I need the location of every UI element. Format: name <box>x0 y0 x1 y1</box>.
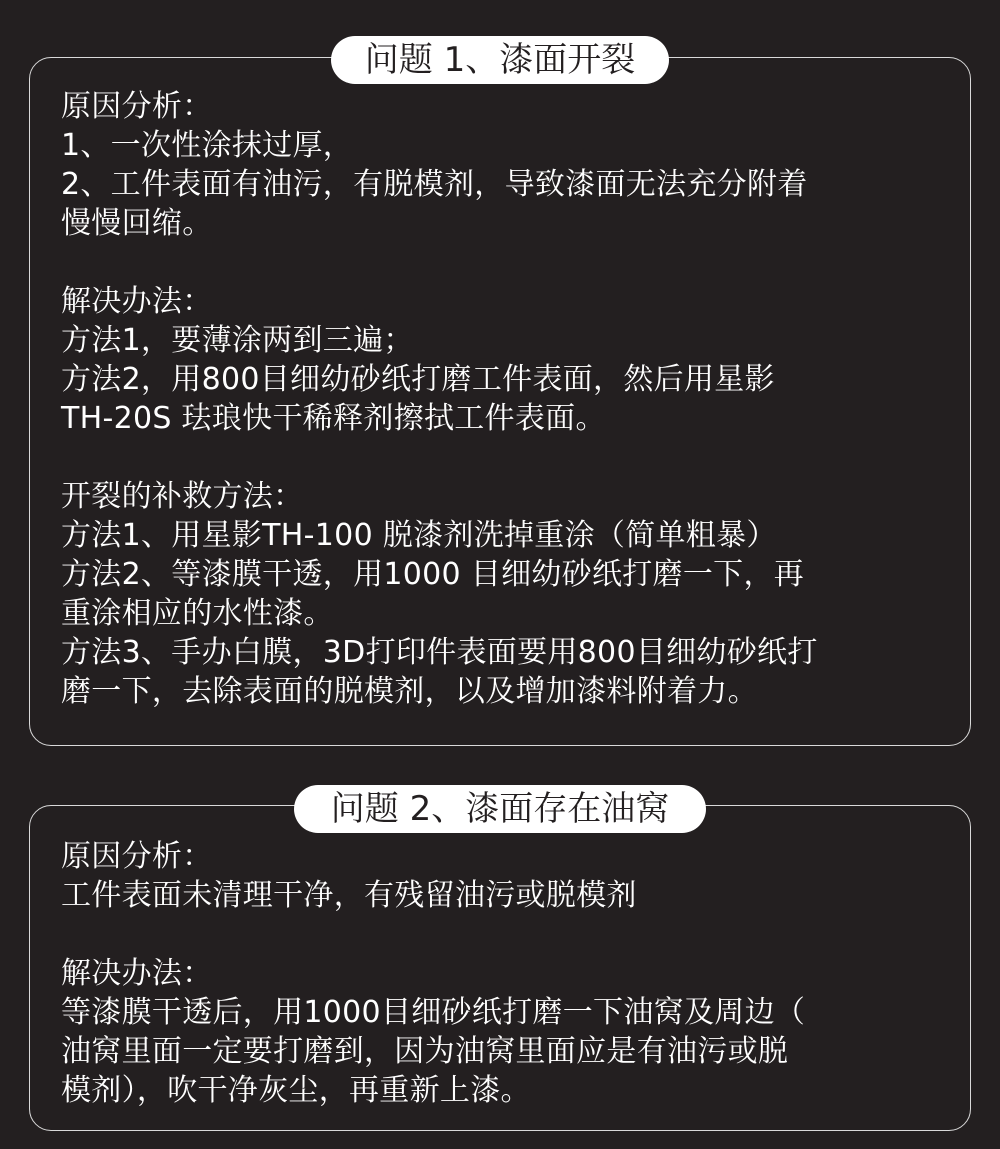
solution-method-1: 方法1，要薄涂两到三遍； <box>61 323 414 358</box>
cause-heading: 原因分析： <box>61 89 213 124</box>
spacer <box>61 438 966 477</box>
remedy-method-3-cont: 磨一下，去除表面的脱模剂，以及增加漆料附着力。 <box>61 674 758 709</box>
remedy-method-1: 方法1、用星影TH-100 脱漆剂洗掉重涂（简单粗暴） <box>61 518 777 553</box>
section-2-title: 问题 2、漆面存在油窝 <box>294 785 706 833</box>
cause-heading: 原因分析： <box>61 839 213 874</box>
solution-line-3: 模剂），吹干净灰尘，再重新上漆。 <box>61 1073 531 1108</box>
solution-method-2: 方法2，用800目细幼砂纸打磨工件表面，然后用星影 <box>61 362 775 397</box>
remedy-method-2-cont: 重涂相应的水性漆。 <box>61 596 334 631</box>
section-1-body <box>61 87 966 711</box>
cause-item: 工件表面未清理干净，有残留油污或脱模剂 <box>61 878 637 913</box>
solution-method-2-cont: TH-20S 珐琅快干稀释剂擦拭工件表面。 <box>61 401 606 436</box>
section-1-title: 问题 1、漆面开裂 <box>331 36 669 84</box>
solution-heading: 解决办法： <box>61 284 213 319</box>
section-2-body <box>61 837 966 1110</box>
remedy-method-3: 方法3、手办白膜，3D打印件表面要用800目细幼砂纸打 <box>61 635 818 670</box>
cause-item-2-cont: 慢慢回缩。 <box>61 206 213 241</box>
solution-line-2: 油窝里面一定要打磨到，因为油窝里面应是有油污或脱 <box>61 1034 789 1069</box>
cause-item-1: 1、一次性涂抹过厚， <box>61 128 354 163</box>
solution-line-1: 等漆膜干透后，用1000目细砂纸打磨一下油窝及周边（ <box>61 995 806 1030</box>
spacer <box>61 915 966 954</box>
remedy-heading: 开裂的补救方法： <box>61 479 304 514</box>
cause-item-2: 2、工件表面有油污，有脱模剂，导致漆面无法充分附着 <box>61 167 808 202</box>
remedy-method-2: 方法2、等漆膜干透，用1000 目细幼砂纸打磨一下，再 <box>61 557 805 592</box>
spacer <box>61 243 966 282</box>
solution-heading: 解决办法： <box>61 956 213 991</box>
